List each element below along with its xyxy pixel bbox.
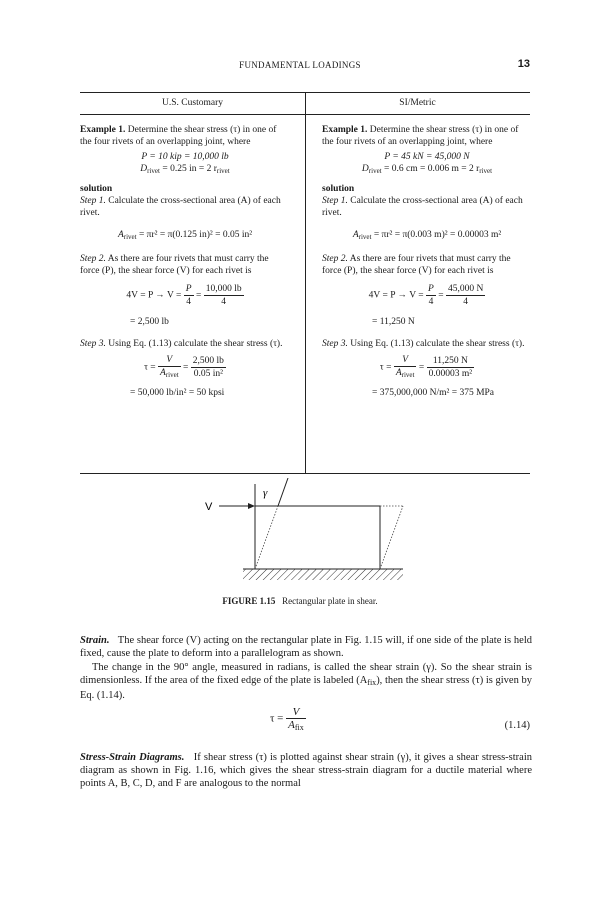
- force-label: V: [205, 501, 213, 513]
- example-label: Example 1.: [322, 125, 368, 135]
- example-text: Determine the shear stress (τ) in one of the four rivets of an overlapping joint, where: [322, 125, 519, 147]
- given-diameter: $D_{rivet} = 0.6$ cm = 0.006 m = 2 $r_{rivet}$: [361, 164, 493, 175]
- force-result: = 2,500 lb: [130, 317, 169, 327]
- force-arrowhead: [248, 503, 255, 509]
- stress-strain-heading: Stress-Strain Diagrams.: [80, 752, 185, 763]
- step1: Step 1. Calculate the cross-sectional area (A) of each rivet.: [80, 196, 281, 218]
- stress-result: = 375,000,000 N/m² = 375 MPa: [372, 388, 495, 398]
- given-load: P = 45 kN = 45,000 N: [384, 152, 470, 162]
- rectangular-plate: [255, 506, 380, 569]
- fraction: $\frac{P}{4}$: [185, 284, 192, 307]
- equation-1-14: τ = $\frac{V}{A_{fix}}$: [270, 706, 304, 732]
- table-column-divider: [305, 93, 306, 473]
- step1: Step 1. Calculate the cross-sectional area (A) of each rivet.: [322, 196, 523, 218]
- force-result: = 11,250 N: [372, 317, 415, 327]
- figure-caption: [0, 596, 600, 606]
- example-paragraph: [322, 124, 532, 148]
- area-equation: $A_{rivet} = \pi r^2 = \pi(0.125$ in)² = 0.05 in²: [117, 230, 253, 241]
- page-number: 13: [517, 58, 530, 70]
- given-diameter: $D_{rivet} = 0.25$ in = 2 $r_{rivet}$: [140, 164, 230, 175]
- fraction: $\frac{P}{4}$: [428, 284, 434, 307]
- fraction: $\frac{2,500 lb}{\text{0.05 in²}}$: [192, 356, 224, 379]
- left-column: [80, 124, 290, 399]
- given-load: P = 10 kip = 10,000 lb: [141, 152, 229, 162]
- example-text: Determine the shear stress (τ) in one of the four rivets of an overlapping joint, where: [80, 125, 277, 147]
- column-heading-us: U.S. Customary: [162, 98, 223, 108]
- fraction: $\frac{V}{A_{rivet}}$: [395, 355, 415, 379]
- stress-equation: τ = $\frac{V}{A_{rivet}}$ = $\frac{11,250 N}{\text{0.00003 m²}}$: [379, 355, 473, 379]
- fraction: $\frac{10,000 lb}{4}$: [205, 284, 242, 307]
- fraction: $\frac{11,250 N}{\text{0.00003 m²}}$: [428, 356, 473, 379]
- fraction: $\frac{V}{A_{fix}}$: [288, 706, 304, 732]
- step2: Step 2. As there are four rivets that must carry the force (P), the shear force (V) for each rivet is: [80, 254, 269, 276]
- fixed-support-hatching: [243, 569, 403, 580]
- stress-equation: τ = $\frac{V}{A_{rivet}}$ = $\frac{2,500 lb}{\text{0.05 in²}}$: [144, 355, 224, 379]
- fraction: $\frac{V}{A_{rivet}}$: [160, 355, 179, 379]
- step3: Step 3. Using Eq. (1.13) calculate the shear stress (τ).: [322, 339, 525, 349]
- table-bottom-rule: [80, 473, 530, 474]
- strain-text: The shear force (V) acting on the rectangular plate in Fig. 1.15 will, if one side of the plate is held fixed, cause the plate to deform into a parallelogram as shown.: [80, 635, 532, 659]
- stress-strain-text: If shear stress (τ) is plotted against shear strain (γ), it gives a shear stress-strain diagram as shown in Fig. 1.16, which gives the shear stress-strain diagram for a ductile material where points A, B, C, D, and F are analogous to the normal: [80, 752, 532, 789]
- area-equation: $A_{rivet} = \pi r^2 = \pi(0.003$ m)² = 0.00003 m²: [352, 230, 502, 241]
- shear-strain-paragraph: The change in the 90° angle, measured in radians, is called the shear strain (γ). So the shear strain is dimensionless. If the area of the fixed edge of the plate is labeled $(A_{fix})$, then the shear stress (τ) is given by Eq. (1.14).: [80, 662, 532, 701]
- solution-label: solution: [322, 184, 355, 194]
- deformed-right-edge: [380, 506, 403, 569]
- right-column: [322, 124, 532, 399]
- caption-label: FIGURE 1.15: [222, 596, 276, 606]
- equation-number: (1.14): [504, 720, 530, 731]
- stress-result: = 50,000 lb/in² = 50 kpsi: [130, 388, 225, 398]
- step3: Step 3. Using Eq. (1.13) calculate the shear stress (τ).: [80, 339, 283, 349]
- strain-paragraph: [80, 634, 532, 660]
- shear-plate-figure: [195, 478, 415, 588]
- stress-strain-paragraph: [80, 751, 532, 790]
- force-equation: 4V = P → V = $\frac{P}{4}$ = $\frac{45,000 N}{4}$: [368, 284, 484, 307]
- example-paragraph: [80, 124, 290, 148]
- running-title: FUNDAMENTAL LOADINGS: [239, 60, 361, 70]
- force-equation: 4V = P → V = $\frac{P}{4}$ = $\frac{10,000 lb}{4}$: [126, 284, 242, 307]
- gamma-label: γ: [263, 487, 268, 499]
- fraction: $\frac{45,000 N}{4}$: [447, 284, 484, 307]
- solution-label: solution: [80, 184, 113, 194]
- step2: Step 2. As there are four rivets that must carry the force (P), the shear force (V) for each rivet is: [322, 254, 511, 276]
- strain-heading: Strain.: [80, 635, 110, 646]
- example-label: Example 1.: [80, 125, 126, 135]
- deformed-left-edge: [255, 506, 278, 569]
- shear-angle-line: [278, 478, 288, 506]
- column-heading-si: SI/Metric: [399, 98, 436, 108]
- caption-text: Rectangular plate in shear.: [282, 596, 378, 606]
